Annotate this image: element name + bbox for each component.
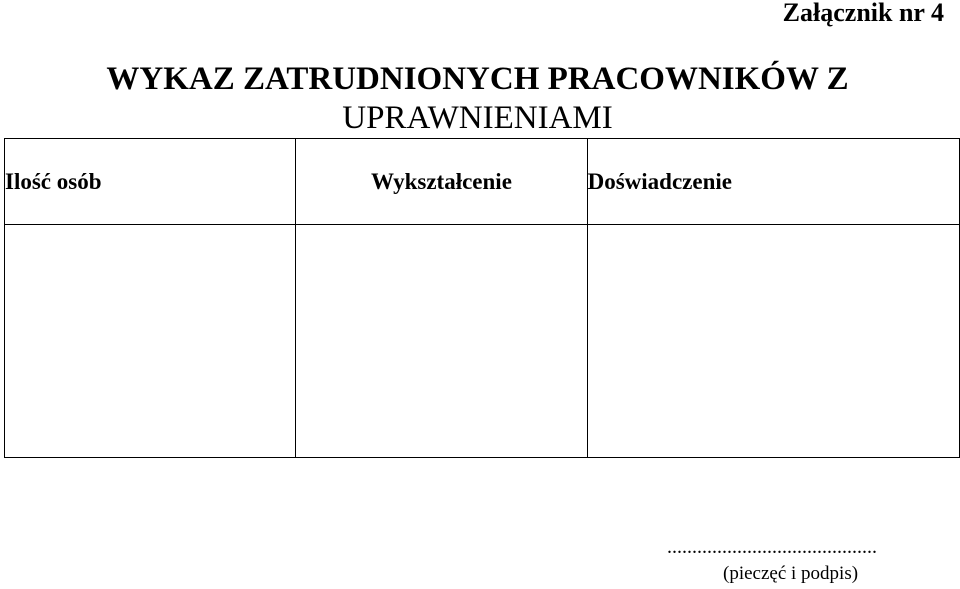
column-header-experience: Doświadczenie [587,139,959,225]
cell-experience[interactable] [587,225,959,458]
table-row [5,225,960,458]
cell-education[interactable] [296,225,587,458]
signature-caption: (pieczęć i podpis) [723,563,859,584]
cell-count[interactable] [5,225,296,458]
signature-line: .......................................... [667,536,877,558]
annex-label: Załącznik nr 4 [782,0,944,27]
staff-table [4,138,960,458]
document-title-line2: UPRAWNIENIAMI [342,100,613,136]
document-title [0,60,955,138]
document-title-line1: WYKAZ ZATRUDNIONYCH PRACOWNIKÓW Z [106,61,849,97]
column-header-education: Wykształcenie [296,139,587,225]
column-header-count: Ilość osób [5,139,296,225]
table-header-row [5,139,960,225]
